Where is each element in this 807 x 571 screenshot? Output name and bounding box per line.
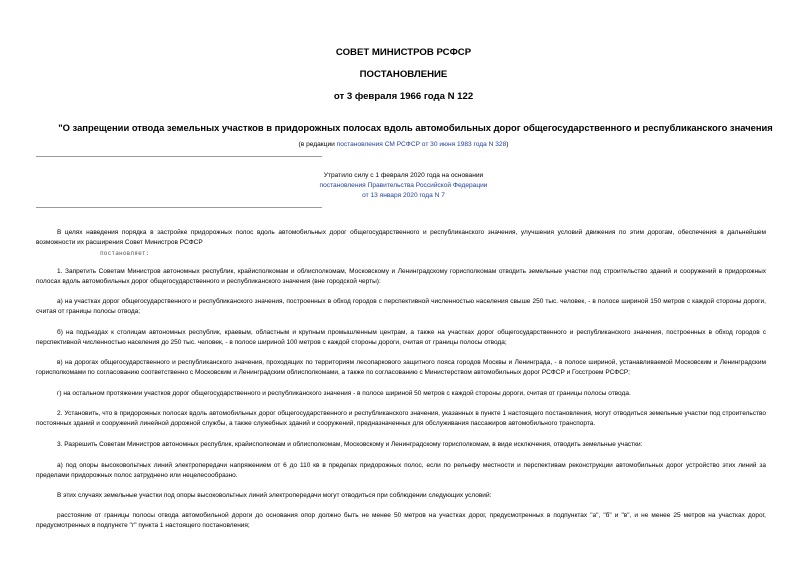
edition-note (0, 141, 807, 148)
status-link-line2[interactable]: постановления Правительства Российской Федерации (319, 182, 488, 189)
intro-paragraph: В целях наведения порядка в застройке придорожных полос вдоль автомобильных дорог общегосударственного и республиканского значения, улучшения условий движения по этим дорогам, обеспечения в дальнейшем возможности их расширения Совет Министров РСФСР (36, 229, 766, 246)
status-link-line3[interactable]: от 13 января 2020 года N 7 (362, 192, 445, 199)
paragraph-3b: В этих случаях земельные участки под опоры высоковольтных линий электропередачи могут отводиться при соблюдении следующих условий: (57, 492, 492, 499)
paragraph-2: 2. Установить, что в придорожных полосах вдоль автомобильных дорог общегосударственного и республиканского значения, указанных в пункте 1 настоящего постановления, могут отводиться земельные участки под строительство постоянных зданий и сооружений линейной дорожной службы, а также служебных зданий и сооружений, предназначенных для обслуживания пассажиров автомобильного транспорта. (36, 410, 766, 427)
edition-suffix: ) (506, 141, 509, 148)
paragraph-3a: а) под опоры высоковольтных линий электропередачи напряжением от 6 до 110 кв в пределах придорожных полос, если по рельефу местности и перспективам реконструкции автомобильных дорог устройство этих линий за пределами придорожных полос затруднено или нецелесообразно. (36, 462, 766, 479)
document-title: "О запрещении отвода земельных участков в придорожных полосах вдоль автомобильных дорог общегосударственного и республиканского значения (58, 122, 773, 133)
paragraph-3c: расстояние от границы полосы отвода автомобильной дороги до основания опор должно быть не менее 50 метров на участках дорог, предусмотренных в подпунктах "а", "б" и "в", и не менее 25 метров на участках дорог, предусмотренных в подпункте "г" пункта 1 настоящего постановления; (36, 512, 766, 529)
divider-top (36, 156, 322, 157)
decrees-word: постановляет: (100, 250, 150, 257)
paragraph-1a: а) на участках дорог общегосударственного и республиканского значения, построенных в обход городов с перспективной численностью населения свыше 250 тыс. человек, - в полосе шириной 150 метров с каждой стороны дороги, считая от границы полосы отвода; (36, 298, 766, 315)
edition-prefix: (в редакции (298, 141, 337, 148)
divider-bottom (36, 207, 322, 208)
status-line1: Утратило силу с 1 февраля 2020 года на основании (323, 172, 484, 179)
paragraph-1b: б) на подъездах к столицам автономных республик, краевым, областным и крупным промышленным центрам, а также на участках дорог общегосударственного и республиканского значения, построенных в обход городов с перспективной численностью населения до 250 тыс. человек, - в полосе шириной 100 метров с каждой стороны дороги, считая от границы полосы отвода; (36, 329, 766, 346)
document-type-heading: ПОСТАНОВЛЕНИЕ (359, 69, 448, 80)
date-number-heading: от 3 февраля 1966 года N 122 (333, 91, 474, 102)
paragraph-1v: в) на дорогах общегосударственного и республиканского значения, проходящих по территориям лесопаркового защитного пояса городов Москвы и Ленинграда, - в полосе шириной, устанавливаемой Московским и Ленинградским горисполкомами по согласованию соответственно с Московским и Ленинградским облисполкомами, а также по согласованию с Министерством автомобильных дорог РСФСР и Госстроем РСФСР; (36, 359, 766, 376)
organization-heading: СОВЕТ МИНИСТРОВ РСФСР (335, 47, 472, 58)
paragraph-1g: г) на остальном протяжении участков дорог общегосударственного и республиканского значения - в полосе шириной 50 метров с каждой стороны дороги, считая от границы полосы отвода. (57, 390, 631, 397)
paragraph-1: 1. Запретить Советам Министров автономных республик, крайисполкомам и облисполкомам, Московскому и Ленинградскому горисполкомам отводить земельные участки под строительство зданий и сооружений в придорожных полосах вдоль автомобильных дорог общегосударственного и республиканского значения (вне городской черты): (36, 268, 766, 285)
paragraph-3: 3. Разрешить Советам Министров автономных республик, крайисполкомам и облисполкомам, Московскому и Ленинградскому горисполкомам, в виде исключения, отводить земельные участки: (57, 441, 643, 448)
edition-link[interactable]: постановления СМ РСФСР от 30 июня 1983 года N 328 (336, 141, 507, 148)
